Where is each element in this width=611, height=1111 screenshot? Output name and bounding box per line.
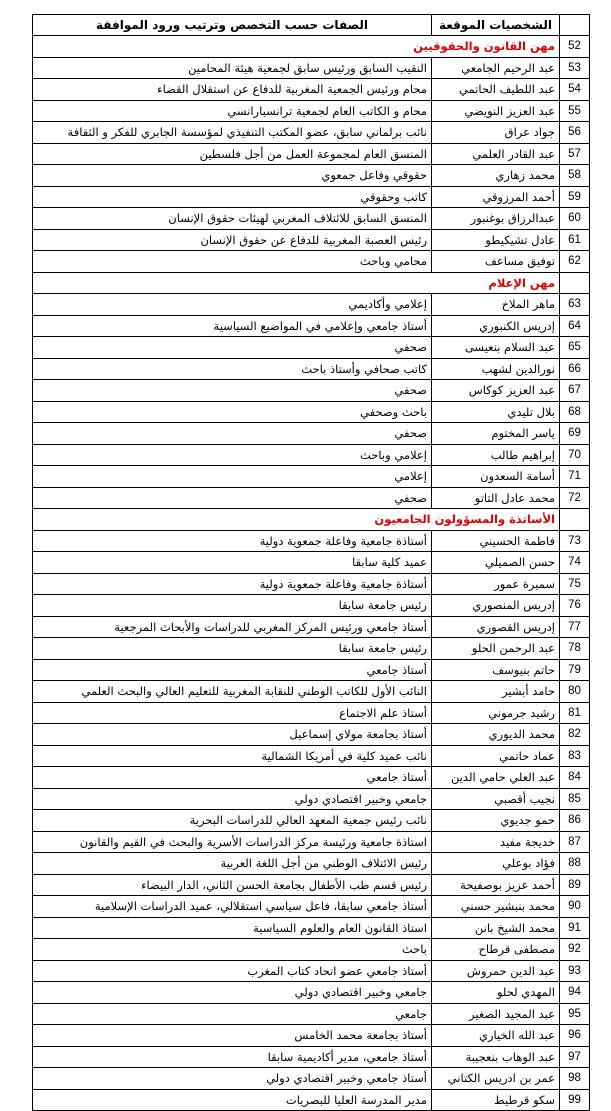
table-row [33,552,590,574]
signatory-name: توفيق مساعف [432,251,560,273]
signatory-name: محمد بنبشير حسني [432,896,560,918]
table-row [33,143,590,165]
row-number: 74 [560,552,590,574]
signatory-description: أستاذ جامعي [33,767,432,789]
signatory-description: أستاذ جامعي [33,659,432,681]
table-row [33,466,590,488]
row-number: 67 [560,380,590,402]
section-row [33,509,590,531]
table-row [33,573,590,595]
signatory-name: فؤاد بوعلي [432,853,560,875]
signatory-description: أستاذ جامعي، مدير أكاديمية سابقا [33,1046,432,1068]
signatory-description: نائب عميد كلية في أمريكا الشمالية [33,745,432,767]
signatory-name: عبد المجيد الصغير [432,1003,560,1025]
table-row [33,251,590,273]
signatory-name: عمر بن ادريس الكتاني [432,1068,560,1090]
signatory-name: محمد عادل التاتو [432,487,560,509]
table-row [33,638,590,660]
row-number [560,272,590,294]
signatory-description: نائب رئيس جمعية المعهد العالي للدراسات البحرية [33,810,432,832]
signatory-description: أستاذ علم الاجتماع [33,702,432,724]
signatory-name: محمد زهاري [432,165,560,187]
row-number: 84 [560,767,590,789]
signatory-name: ماهر الملاخ [432,294,560,316]
signatory-name: مصطفى قرطاح [432,939,560,961]
row-number: 57 [560,143,590,165]
signatory-name: عبد الوهاب بنعجيبة [432,1046,560,1068]
table-row [33,724,590,746]
table-row [33,595,590,617]
row-number: 98 [560,1068,590,1090]
signatory-name: سميرة عمور [432,573,560,595]
signatory-name: عبد الرحمن الحلو [432,638,560,660]
signatory-description: صحفي [33,380,432,402]
signatory-name: عبد العلي حامي الدين [432,767,560,789]
signatory-name: عبد القادر العلمي [432,143,560,165]
header-description: الصفات حسب التخصص وترتيب ورود الموافقة [33,15,432,36]
signatory-description: أستاذ جامعي وخبير اقتصادي دولي [33,1068,432,1090]
header-row [33,15,590,36]
table-row [33,380,590,402]
table-row [33,186,590,208]
table-row [33,294,590,316]
table-row [33,853,590,875]
row-number: 72 [560,487,590,509]
table-row [33,79,590,101]
signatory-description: إعلامي وباحث [33,444,432,466]
table-body [33,36,590,1111]
signatory-name: عبد العزيز كوكاس [432,380,560,402]
signatory-name: حاتم بنيوسف [432,659,560,681]
signatory-description: أستاذة جامعية وفاعلة جمعوية دولية [33,573,432,595]
table-row [33,401,590,423]
table-row [33,444,590,466]
table-row [33,939,590,961]
signatory-description: إعلامي وأكاديمي [33,294,432,316]
signatory-description: محام و الكاتب العام لجمعية ترانسبارانسي [33,100,432,122]
row-number: 91 [560,917,590,939]
signatory-name: سكو قرطيط [432,1089,560,1111]
signatory-name: محمد الشيخ بانن [432,917,560,939]
signatory-description: النقيب السابق ورئيس سابق لجمعية هيئة المحامين [33,57,432,79]
signatory-name: عبد الرحيم الجامعي [432,57,560,79]
signatory-description: عميد كلية سابقا [33,552,432,574]
row-number: 75 [560,573,590,595]
signatory-description: المنسق العام لمجموعة العمل من أجل فلسطين [33,143,432,165]
section-row [33,36,590,58]
row-number: 65 [560,337,590,359]
row-number: 88 [560,853,590,875]
table-row [33,1068,590,1090]
section-row [33,272,590,294]
row-number: 53 [560,57,590,79]
row-number: 52 [560,36,590,58]
signatory-name: أحمد عزيز بوصفيحة [432,874,560,896]
signatory-name: رشيد جرموني [432,702,560,724]
table-row [33,831,590,853]
table-row [33,810,590,832]
table-row [33,122,590,144]
table-row [33,229,590,251]
signatory-name: عبدالرزاق بوغنبور [432,208,560,230]
signatory-name: إبراهيم طالب [432,444,560,466]
signatory-description: حقوقي وفاعل جمعوي [33,165,432,187]
signatory-description: النائب الأول للكاتب الوطني للنقابة المغربية للتعليم العالي والبحث العلمي [33,681,432,703]
signatory-description: إعلامي [33,466,432,488]
row-number: 78 [560,638,590,660]
table-row [33,616,590,638]
header-name: الشخصيات الموقعة [432,15,560,36]
signatory-description: أستاذ بجامعة مولاي إسماعيل [33,724,432,746]
signatory-description: أستاذ جامعي عضو اتحاد كتاب المغرب [33,960,432,982]
signatory-name: ياسر المختوم [432,423,560,445]
row-number: 62 [560,251,590,273]
signatory-description: صحفي [33,337,432,359]
row-number: 97 [560,1046,590,1068]
signatory-name: خديجة مفيد [432,831,560,853]
row-number: 82 [560,724,590,746]
row-number: 95 [560,1003,590,1025]
signatory-name: بلال تليدي [432,401,560,423]
table-row [33,896,590,918]
signatory-name: عبد العزيز النويضي [432,100,560,122]
section-heading: مهن القانون والحقوقيين [33,36,560,58]
signatory-name: حمو جديوي [432,810,560,832]
signatory-description: باحث وصحفي [33,401,432,423]
signatory-description: استاذ القانون العام والعلوم السياسية [33,917,432,939]
table-row [33,917,590,939]
table-row [33,165,590,187]
section-heading: مهن الإعلام [33,272,560,294]
table-row [33,100,590,122]
signatory-description: رئيس العصبة المغربية للدفاع عن حقوق الإنسان [33,229,432,251]
row-number: 76 [560,595,590,617]
table-row [33,745,590,767]
signatory-name: عادل تشيكيطو [432,229,560,251]
signatory-description: جامعي وخبير اقتصادي دولي [33,788,432,810]
table-row [33,57,590,79]
row-number: 79 [560,659,590,681]
row-number: 61 [560,229,590,251]
row-number: 66 [560,358,590,380]
row-number: 59 [560,186,590,208]
signatory-description: جامعي وخبير اقتصادي دولي [33,982,432,1004]
section-heading: الأساتذة والمسؤولون الجامعيون [33,509,560,531]
signatory-description: رئيس جامعة سابقا [33,595,432,617]
row-number: 85 [560,788,590,810]
table-row [33,358,590,380]
signatory-description: محام ورئيس الجمعية المغربية للدفاع عن استقلال القضاء [33,79,432,101]
row-number: 90 [560,896,590,918]
signatory-description: صحفي [33,487,432,509]
row-number: 64 [560,315,590,337]
signatory-description: رئيس جامعة سابقا [33,638,432,660]
row-number: 93 [560,960,590,982]
signatory-name: نورالدين لشهب [432,358,560,380]
signatory-name: أسامة السعدون [432,466,560,488]
signatory-name: عماد حاتمي [432,745,560,767]
row-number: 68 [560,401,590,423]
row-number: 99 [560,1089,590,1111]
row-number: 63 [560,294,590,316]
signatory-description: رئيس الائتلاف الوطني من أجل اللغة العربية [33,853,432,875]
signatory-description: استاذة جامعية ورئيسة مركز الدراسات الأسرية والبحث في القيم والقانون [33,831,432,853]
table-row [33,1003,590,1025]
signatory-name: نجيب أقصبي [432,788,560,810]
signatory-name: المهدي لحلو [432,982,560,1004]
signatory-name: عبد السلام بنعيسى [432,337,560,359]
signatories-table [32,14,590,1111]
row-number: 96 [560,1025,590,1047]
signatory-name: إدريس المنصوري [432,595,560,617]
row-number: 83 [560,745,590,767]
table-row [33,767,590,789]
signatory-name: فاطمة الحسيني [432,530,560,552]
signatory-description: المنسق السابق للائتلاف المغربي لهيئات حقوق الإنسان [33,208,432,230]
table-row [33,982,590,1004]
signatory-description: أستاذ جامعي ورئيس المركز المغربي للدراسات والأبحاث المرجعية [33,616,432,638]
row-number: 56 [560,122,590,144]
signatory-description: كاتب صحافي وأستاذ باحث [33,358,432,380]
signatory-name: حامد أبشير [432,681,560,703]
table-row [33,208,590,230]
table-row [33,681,590,703]
row-number: 87 [560,831,590,853]
signatory-description: كاتب وحقوقي [33,186,432,208]
row-number [560,509,590,531]
table-row [33,530,590,552]
row-number: 71 [560,466,590,488]
table-row [33,788,590,810]
row-number: 89 [560,874,590,896]
signatory-description: باحث [33,939,432,961]
signatory-description: أستاذ جامعي سابقا، فاعل سياسي استقلالي، عميد الدراسات الإسلامية [33,896,432,918]
signatory-name: عبد اللطيف الحاتمي [432,79,560,101]
signatory-name: عبد الله الخياري [432,1025,560,1047]
signatory-name: حسن الصميلي [432,552,560,574]
table-row [33,315,590,337]
signatory-description: رئيس قسم طب الأطفال بجامعة الحسن الثاني، الدار البيضاء [33,874,432,896]
signatory-name: محمد الديوري [432,724,560,746]
table-row [33,1089,590,1111]
row-number: 55 [560,100,590,122]
signatory-name: عبد الدين حمروش [432,960,560,982]
signatory-description: مدير المدرسة العليا للبصريات [33,1089,432,1111]
signatory-description: صحفي [33,423,432,445]
row-number: 58 [560,165,590,187]
row-number: 80 [560,681,590,703]
table-row [33,337,590,359]
signatory-description: جامعي [33,1003,432,1025]
signatory-name: إدريس القصوري [432,616,560,638]
table-row [33,1025,590,1047]
table-row [33,487,590,509]
signatory-description: أستاذ جامعي وإعلامي في المواضيع السياسية [33,315,432,337]
row-number: 70 [560,444,590,466]
row-number: 94 [560,982,590,1004]
table-row [33,659,590,681]
row-number: 54 [560,79,590,101]
header-number [560,15,590,36]
signatory-name: إدريس الكنبوري [432,315,560,337]
signatory-name: أحمد المرزوقي [432,186,560,208]
table-row [33,423,590,445]
row-number: 60 [560,208,590,230]
signatory-description: أستاذ بجامعة محمد الخامس [33,1025,432,1047]
row-number: 86 [560,810,590,832]
row-number: 69 [560,423,590,445]
signatory-description: محامي وباحث [33,251,432,273]
row-number: 73 [560,530,590,552]
table-row [33,702,590,724]
table-row [33,960,590,982]
signatory-description: أستاذة جامعية وفاعلة جمعوية دولية [33,530,432,552]
signatory-name: جواد عراق [432,122,560,144]
table-row [33,1046,590,1068]
row-number: 92 [560,939,590,961]
row-number: 81 [560,702,590,724]
signatory-description: نائب برلماني سابق، عضو المكتب التنفيذي لمؤسسة الجابري للفكر و الثقافة [33,122,432,144]
table-row [33,874,590,896]
row-number: 77 [560,616,590,638]
